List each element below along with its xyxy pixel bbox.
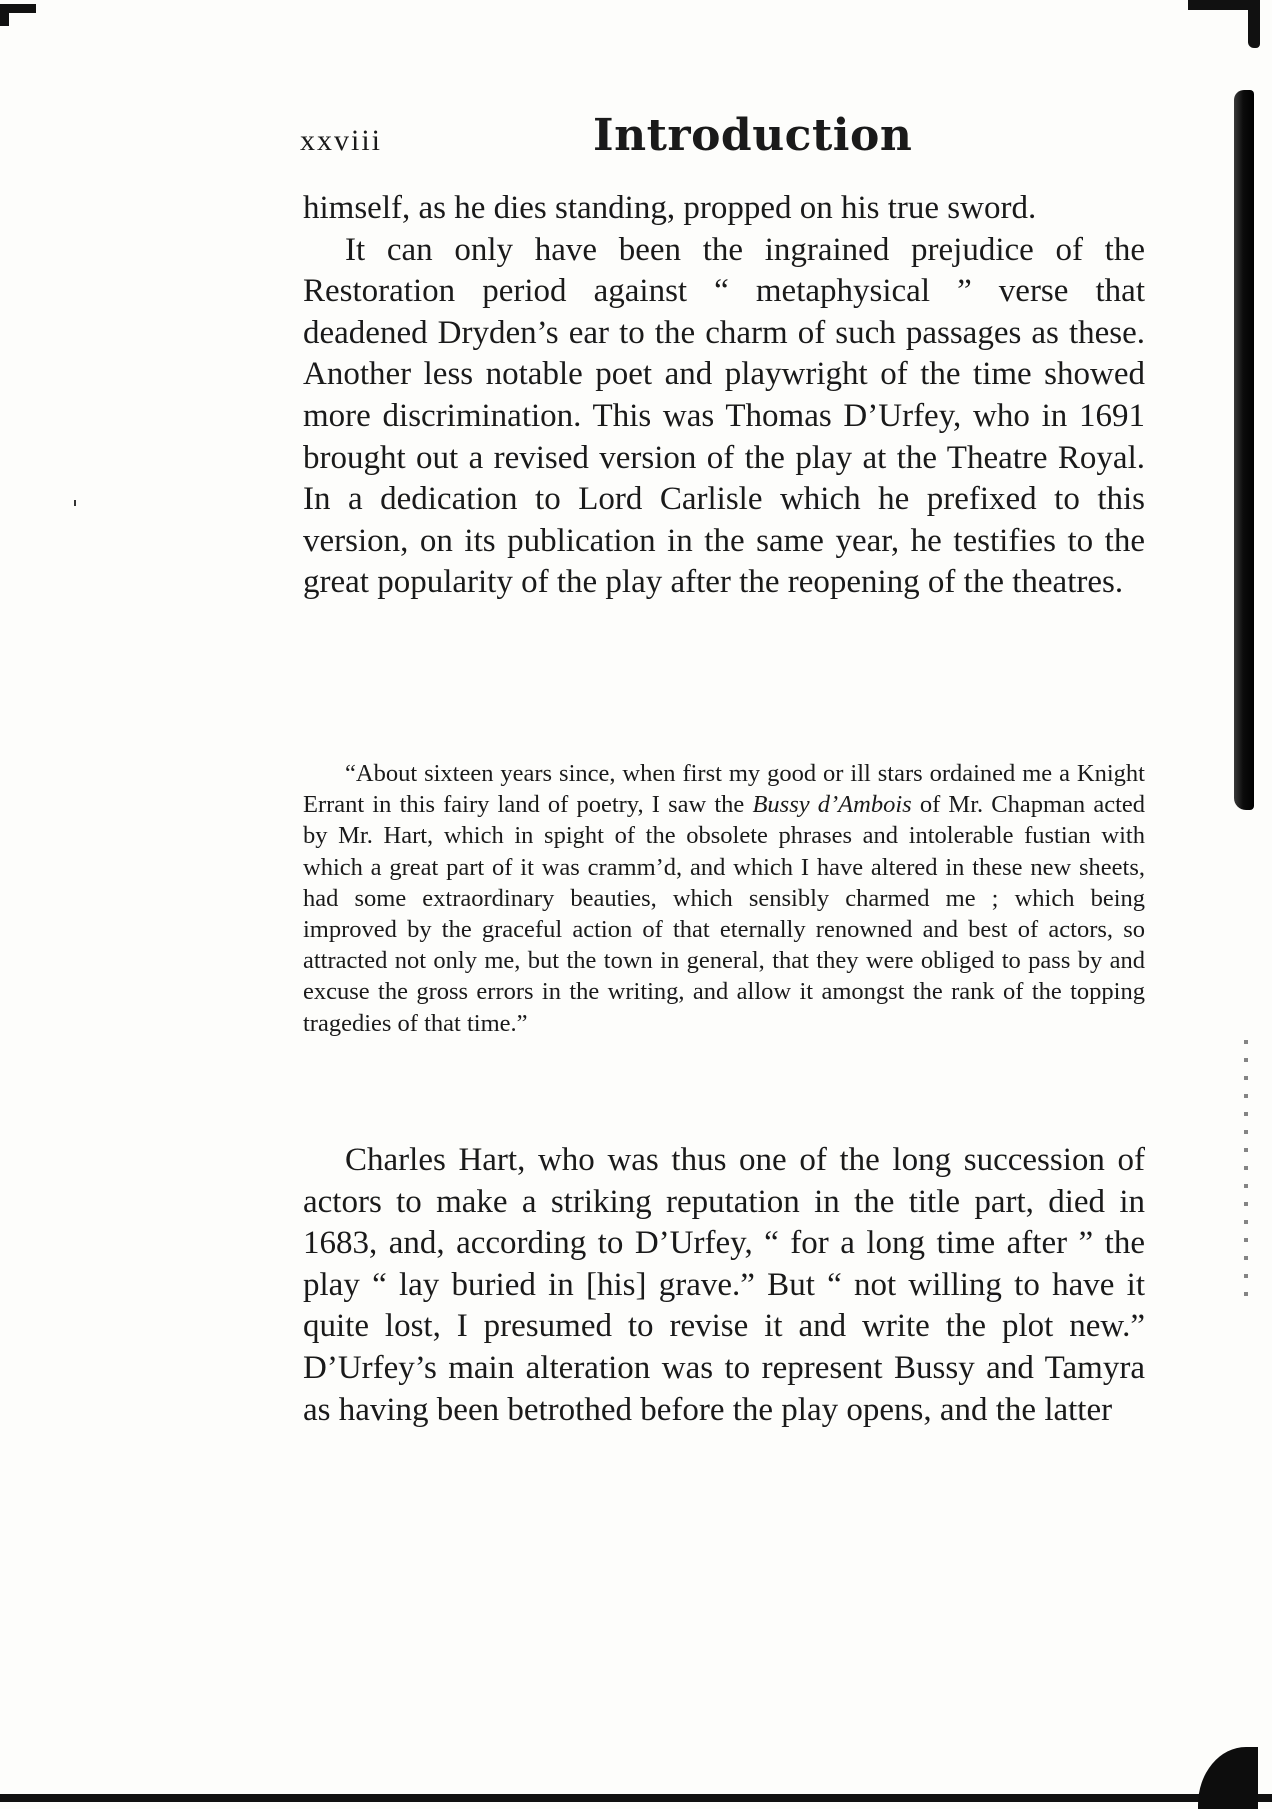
quote-text: of Mr. Chapman acted by Mr. Hart, which in spight of the obsolete phrases and intolerable fustian with which a great part of it was cramm’d, and which I have altered in these new sheets, had some extraordinary beauties, which sensibly charmed me ; which being improved by the graceful action of that eternally renowned and best of actors, so attracted not only me, but the town in general, that they were obliged to pass by and excuse the gross errors in the writing, and allow it amongst the rank of the topping tragedies of that time.” [303,791,1146,1037]
running-title: Introduction [593,110,913,161]
body-text-bottom [303,1140,1145,1431]
scan-speck [74,500,76,506]
running-head [300,110,1150,170]
body-text-top [303,188,1145,604]
scan-bottom-edge [0,1787,1272,1809]
paragraph: Charles Hart, who was thus one of the long succession of actors to make a striking reputation in the title part, died in 1683, and, according to D’Urfey, “ for a long time after ” the play “ lay buried in [his] grave.” But “ not willing to have it quite lost, I presumed to revise it and write the plot new.” D’Urfey’s main alteration was to represent Bussy and Tamyra as having been betrothed before the play opens, and the latter [303,1142,1145,1428]
quote-title-italic: Bussy d’Ambois [752,791,912,819]
quote-paragraph [303,758,1145,1039]
scan-corner-mark [1188,0,1258,10]
paragraph: himself, as he dies standing, propped on his true sword. [303,190,1037,226]
scan-corner-mark [0,4,36,13]
page-number: xxviii [300,124,383,157]
scan-edge-specks [1244,1040,1248,1300]
block-quote [303,758,1145,1039]
scan-edge-shadow [1234,90,1254,810]
paragraph: It can only have been the ingrained prejudice of the Restoration period against “ metaphysical ” verse that deadened Dryden’s ear to the charm of such passages as these. Another less notable poet and playwright of the time showed more discrimination. This was Thomas D’Urfey, who in 1691 brought out a revised version of the play at the Theatre Royal. In a dedication to Lord Carlisle which he prefixed to this version, on its publication in the same year, he testifies to the great popularity of the play after the reopening of the theatres. [303,231,1145,601]
quote-text: “About sixteen years since, when first my good or ill stars ordained me a Knight Errant in this fairy land of poetry, I saw the [303,760,1145,819]
